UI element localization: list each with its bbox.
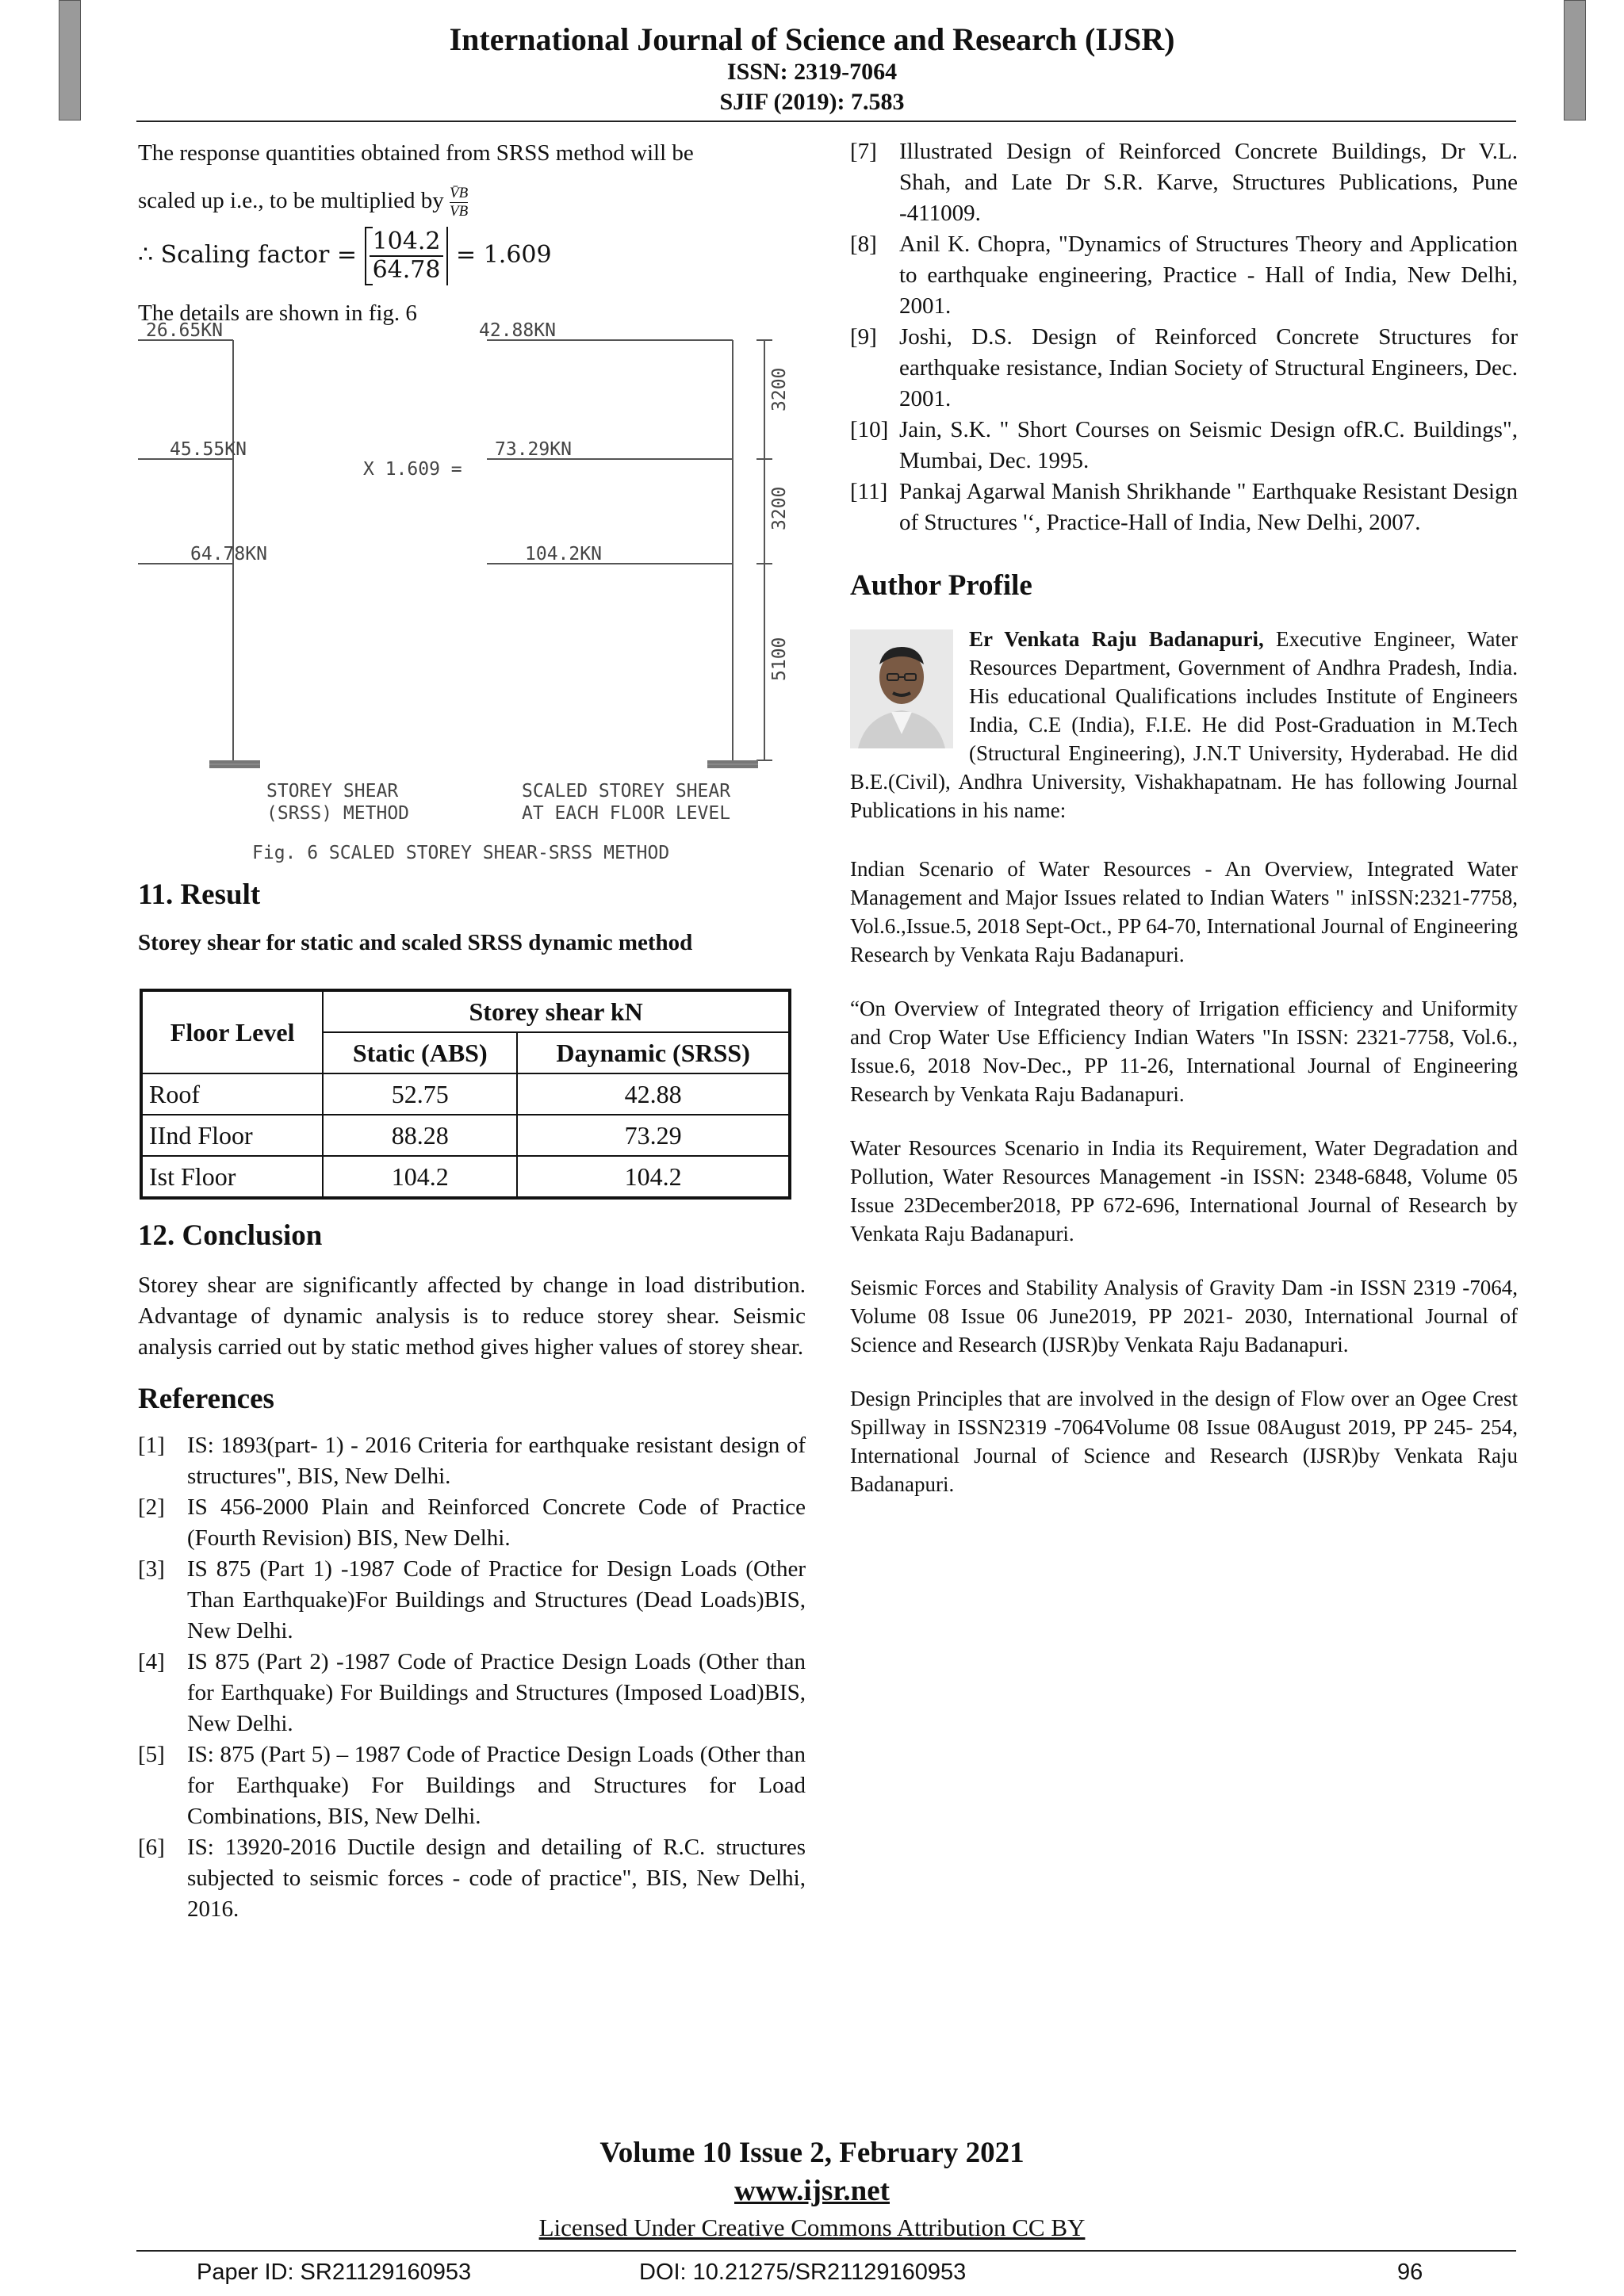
publication-item: Indian Scenario of Water Resources - An Overview, Integrated Water Management and Major Issues related to Indian Waters " inISSN:2321-7758, Vol.6.,Issue.5, 2018 Sept-Oct., PP 64-70, International Journal of Engineering Research by Venkata Raju Badanapuri. — [850, 857, 1518, 966]
th-storey-shear: Storey shear kN — [323, 990, 790, 1032]
journal-sjif: SJIF (2019): 7.583 — [719, 89, 905, 115]
ref-text: Jain, S.K. " Short Courses on Seismic Design ofR.C. Buildings", Mumbai, Dec. 1995. — [899, 417, 1518, 473]
table-row — [141, 1156, 790, 1198]
author-profile — [850, 625, 1518, 825]
author-name: Er Venkata Raju Badanapuri, — [969, 627, 1264, 651]
details-line: The details are shown in fig. 6 — [138, 300, 417, 326]
fig-left-label-2nd: 45.55KN — [170, 439, 247, 460]
ref-num: [11] — [850, 479, 888, 504]
cell-static: 88.28 — [323, 1115, 517, 1156]
footer-page-number: 96 — [1397, 2260, 1423, 2285]
ref-num: [4] — [138, 1649, 165, 1674]
fig-left-caption-1: STOREY SHEAR — [266, 781, 399, 802]
scaling-num: 104.2 — [370, 228, 444, 257]
reference-item — [138, 1492, 806, 1554]
ref-num: [10] — [850, 417, 889, 442]
ref-text: IS: 13920-2016 Ductile design and detailing of R.C. structures subjected to seismic forces - code of practice", BIS, New Delhi, 2016. — [187, 1835, 806, 1922]
footer-paper-id: Paper ID: SR21129160953 — [197, 2260, 472, 2285]
journal-issn: ISSN: 2319-7064 — [726, 59, 898, 85]
references-list-right — [850, 136, 1518, 538]
fig-right-caption-1: SCALED STOREY SHEAR — [522, 781, 731, 802]
fig-left-caption-2: (SRSS) METHOD — [266, 803, 410, 824]
footer-rule — [136, 2250, 1516, 2252]
reference-item — [138, 1430, 806, 1492]
vb-ratio-den: VB — [450, 203, 469, 220]
fig-right-label-roof: 42.88KN — [479, 320, 556, 341]
intro-line-2-text: scaled up i.e., to be multiplied by — [138, 188, 444, 214]
ref-num: [7] — [850, 139, 877, 164]
scaling-result: = 1.609 — [456, 241, 552, 269]
th-static: Static (ABS) — [323, 1032, 517, 1073]
table-row — [141, 1115, 790, 1156]
ref-num: [3] — [138, 1556, 165, 1582]
ref-text: Anil K. Chopra, "Dynamics of Structures Theory and Application to earthquake engineering, Practice - Hall of India, New Delhi, 2001. — [899, 232, 1518, 319]
ref-text: Illustrated Design of Reinforced Concrete Buildings, Dr V.L. Shah, and Late Dr S.R. Karve, Structures Publications, Pune -411009. — [899, 139, 1518, 226]
intro-line-1: The response quantities obtained from SRSS method will be — [138, 140, 694, 166]
references-list-left — [138, 1430, 806, 1925]
fig-dim-mid: 3200 — [769, 486, 790, 530]
fig-right-caption-2: AT EACH FLOOR LEVEL — [522, 803, 731, 824]
intro-line-2 — [138, 185, 806, 220]
author-profile-heading: Author Profile — [850, 569, 1032, 602]
reference-item — [850, 229, 1518, 322]
footer-url-link[interactable]: www.ijsr.net — [734, 2175, 890, 2207]
figure-6-storey-shear — [138, 320, 806, 871]
scaling-bracket — [365, 227, 449, 285]
references-heading: References — [138, 1383, 274, 1415]
conclusion-text: Storey shear are significantly affected by change in load distribution. Advantage of dynamic analysis is to reduce storey shear. Seismic analysis carried out by static method gives higher values of storey shear. — [138, 1272, 806, 1360]
scaling-fraction — [370, 228, 444, 284]
result-heading: 11. Result — [138, 878, 261, 911]
scaling-prefix: ∴ Scaling factor = — [138, 241, 358, 269]
ref-text: Joshi, D.S. Design of Reinforced Concrete Structures for earthquake resistance, Indian Society of Structural Engineers, Dec. 2001. — [899, 324, 1518, 411]
author-bio: Executive Engineer, Water Resources Department, Government of Andhra Pradesh, India. His educational Qualifications includes Institute of Engineers India, C.E (India), F.I.E. He did Post-Graduation in M.Tech (Structural Engineering), J.N.T University, Hyderabad. He did B.E.(Civil), Andhra University, Vishakhapatnam. He has following Journal Publications in his name: — [850, 627, 1518, 822]
scaling-den: 64.78 — [372, 256, 441, 284]
fig-right-label-2nd: 73.29KN — [495, 439, 572, 460]
ref-num: [9] — [850, 324, 877, 350]
cell-dynamic: 73.29 — [517, 1115, 790, 1156]
reference-item — [138, 1554, 806, 1647]
fig-left-label-1st: 64.78KN — [190, 544, 267, 564]
fig-right-label-1st: 104.2KN — [525, 544, 602, 564]
publication-item: Seismic Forces and Stability Analysis of Gravity Dam -in ISSN 2319 -7064, Volume 08 Issue 06 June2019, PP 2021- 2030, International Journal of Science and Research (IJSR)by Venkata Raju Badanapuri. — [850, 1276, 1518, 1357]
right-column — [850, 136, 1518, 1498]
ref-num: [8] — [850, 232, 877, 257]
author-photo — [850, 629, 953, 748]
ref-num: [6] — [138, 1835, 165, 1860]
cell-static: 104.2 — [323, 1156, 517, 1198]
table-row — [141, 1073, 790, 1115]
cell-floor: Ist Floor — [141, 1156, 323, 1198]
ref-num: [2] — [138, 1494, 165, 1520]
fig-dim-top: 3200 — [769, 367, 790, 411]
result-subheading: Storey shear for static and scaled SRSS dynamic method — [138, 930, 693, 955]
ref-text: IS: 875 (Part 5) – 1987 Code of Practice Design Loads (Other than for Earthquake) For Buildings and Structures for Load Combinations, BIS, New Delhi. — [187, 1742, 806, 1829]
footer-license-link[interactable]: Licensed Under Creative Commons Attribution CC BY — [538, 2214, 1086, 2241]
cell-dynamic: 104.2 — [517, 1156, 790, 1198]
fig-dim-bottom: 5100 — [769, 637, 790, 681]
scaling-factor-eq — [138, 227, 806, 285]
ref-text: IS 875 (Part 2) -1987 Code of Practice Design Loads (Other than for Earthquake) For Buildings and Structures (Imposed Load)BIS, New Delhi. — [187, 1649, 806, 1736]
reference-item — [850, 476, 1518, 538]
reference-item — [850, 136, 1518, 229]
ref-num: [1] — [138, 1433, 165, 1458]
storey-shear-table — [140, 989, 791, 1200]
fig-left-label-roof: 26.65KN — [146, 320, 223, 341]
ref-text: IS 875 (Part 1) -1987 Code of Practice for Design Loads (Other Than Earthquake)For Buildings and Structures (Dead Loads)BIS, New Delhi. — [187, 1556, 806, 1644]
footer-doi: DOI: 10.21275/SR21129160953 — [639, 2260, 967, 2285]
vb-ratio — [450, 185, 468, 220]
vb-ratio-num: V̄B — [450, 185, 469, 201]
cell-floor: IInd Floor — [141, 1115, 323, 1156]
cell-static: 52.75 — [323, 1073, 517, 1115]
fig-multiplier: X 1.609 = — [363, 459, 462, 480]
reference-item — [850, 322, 1518, 415]
ref-num: [5] — [138, 1742, 165, 1767]
publications-list — [850, 855, 1518, 1498]
left-column — [138, 136, 806, 1925]
reference-item — [138, 1832, 806, 1925]
table-header-row — [141, 990, 790, 1032]
th-floor-level: Floor Level — [141, 990, 323, 1073]
th-dynamic: Daynamic (SRSS) — [517, 1032, 790, 1073]
reference-item — [138, 1739, 806, 1832]
cell-floor: Roof — [141, 1073, 323, 1115]
conclusion-heading: 12. Conclusion — [138, 1219, 323, 1252]
journal-title: International Journal of Science and Research (IJSR) — [449, 21, 1175, 57]
ref-text: IS 456-2000 Plain and Reinforced Concrete Code of Practice (Fourth Revision) BIS, New Delhi. — [187, 1494, 806, 1551]
reference-item — [850, 415, 1518, 476]
header-rule — [136, 121, 1516, 122]
ref-text: IS: 1893(part- 1) - 2016 Criteria for earthquake resistant design of structures", BIS, New Delhi. — [187, 1433, 806, 1489]
reference-item — [138, 1647, 806, 1739]
publication-item: Water Resources Scenario in India its Requirement, Water Degradation and Pollution, Water Resources Management -in ISSN: 2348-6848, Volume 05 Issue 23December2018, PP 672-696, International Journal of Research by Venkata Raju Badanapuri. — [850, 1136, 1518, 1246]
publication-item: “On Overview of Integrated theory of Irrigation efficiency and Uniformity and Crop Water Use Efficiency Indian Waters "In ISSN: 2321-7758, Vol.6., Issue.6, 2018 Nov-Dec., PP 11-26, International Journal of Engineering Research by Venkata Raju Badanapuri. — [850, 997, 1518, 1106]
footer-volume: Volume 10 Issue 2, February 2021 — [599, 2137, 1025, 2169]
cell-dynamic: 42.88 — [517, 1073, 790, 1115]
publication-item: Design Principles that are involved in the design of Flow over an Ogee Crest Spillway in ISSN2319 -7064Volume 08 Issue 08August 2019, PP 245- 254, International Journal of Science and Research (IJSR)by Venkata Raju Badanapuri. — [850, 1387, 1518, 1496]
ref-text: Pankaj Agarwal Manish Shrikhande " Earthquake Resistant Design of Structures '‘, Practice-Hall of India, New Delhi, 2007. — [899, 479, 1518, 535]
fig-caption: Fig. 6 SCALED STOREY SHEAR-SRSS METHOD — [252, 843, 670, 863]
